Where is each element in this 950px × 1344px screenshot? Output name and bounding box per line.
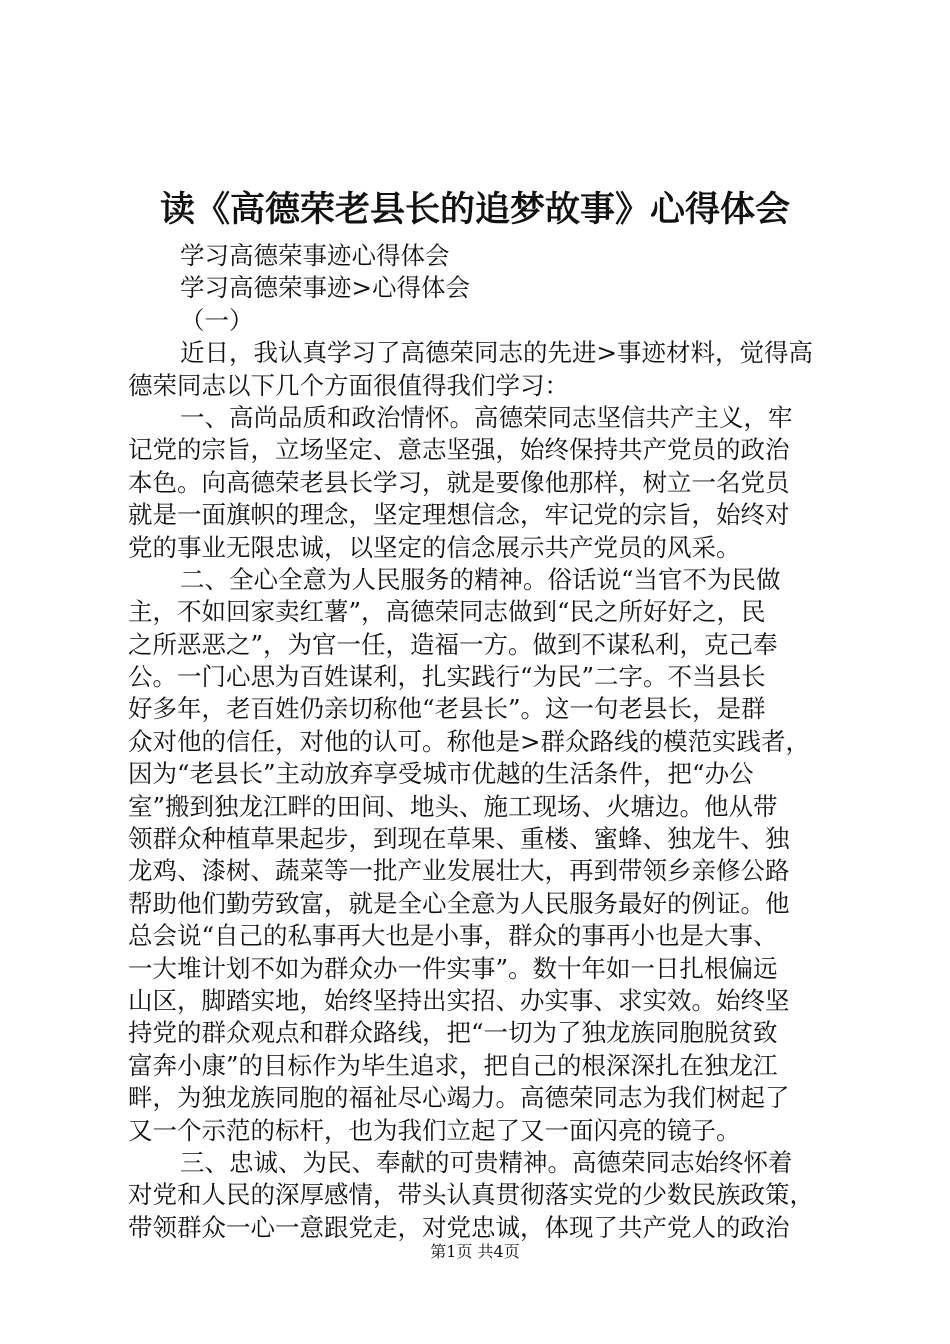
page-footer: 第1页 共4页 xyxy=(430,1242,520,1261)
text-line: 学习高德荣事迹心得体会 xyxy=(180,241,450,270)
text-line: 党的事业无限忠诚，以坚定的信念展示共产党员的风采。 xyxy=(128,532,741,562)
document-title: 读《高德荣老县长的追梦故事》心得体会 xyxy=(159,189,790,230)
text-line: 二、全心全意为人民服务的精神。俗话说“当官不为民做 xyxy=(180,564,781,594)
text-line: 好多年，老百姓仍亲切称他“老县长”。这一句老县长，是群 xyxy=(128,694,766,724)
text-line: 三、忠诚、为民、奉献的可贵精神。高德荣同志始终怀着 xyxy=(180,1147,793,1177)
text-line: 持党的群众观点和群众路线，把“一切为了独龙族同胞脱贫致 xyxy=(128,1018,778,1048)
text-line: 总会说“自己的私事再大也是小事，群众的事再小也是大事、 xyxy=(128,921,778,951)
text-line: 带领群众一心一意跟党走，对党忠诚，体现了共产党人的政治 xyxy=(128,1212,790,1242)
text-line: 学习高德荣事迹>心得体会 xyxy=(180,273,471,303)
document-body xyxy=(128,240,834,1244)
text-line: 富奔小康”的目标作为毕生追求，把自己的根深深扎在独龙江 xyxy=(128,1050,778,1080)
text-line: 主，不如回家卖红薯”，高德荣同志做到“民之所好好之，民 xyxy=(128,597,766,627)
text-line: 领群众种植草果起步，到现在草果、重楼、蜜蜂、独龙牛、独 xyxy=(128,824,790,854)
text-line: 本色。向高德荣老县长学习，就是要像他那样，树立一名党员 xyxy=(128,467,790,497)
text-line: 就是一面旗帜的理念，坚定理想信念，牢记党的宗旨，始终对 xyxy=(128,500,790,530)
text-line: （一） xyxy=(180,305,254,335)
text-line: 室”搬到独龙江畔的田间、地头、施工现场、火塘边。他从带 xyxy=(128,791,778,821)
text-line: 山区，脚踏实地，始终坚持出实招、办实事、求实效。始终坚 xyxy=(128,985,790,1015)
text-line: 记党的宗旨，立场坚定、意志坚强，始终保持共产党员的政治 xyxy=(128,435,790,465)
text-line: 畔，为独龙族同胞的福祉尽心竭力。高德荣同志为我们树起了 xyxy=(128,1083,790,1113)
text-line: 对党和人民的深厚感情，带头认真贯彻落实党的少数民族政策， xyxy=(128,1180,814,1210)
text-line: 一大堆计划不如为群众办一件实事”。数十年如一日扎根偏远 xyxy=(128,953,778,983)
text-line: 近日，我认真学习了高德荣同志的先进>事迹材料，觉得高 xyxy=(180,338,814,368)
text-line: 德荣同志以下几个方面很值得我们学习： xyxy=(128,370,569,400)
text-line: 因为“老县长”主动放弃享受城市优越的生活条件，把“办公 xyxy=(128,759,754,789)
text-line: 之所恶恶之”，为官一任，造福一方。做到不谋私利，克己奉 xyxy=(128,629,778,659)
text-line: 又一个示范的标杆，也为我们立起了又一面闪亮的镜子。 xyxy=(128,1115,741,1145)
text-line: 帮助他们勤劳致富，就是全心全意为人民服务最好的例证。他 xyxy=(128,888,790,918)
text-line: 众对他的信任，对他的认可。称他是>群众路线的模范实践者， xyxy=(128,726,811,756)
text-line: 龙鸡、漆树、蔬菜等一批产业发展壮大，再到带领乡亲修公路 xyxy=(128,856,790,886)
text-line: 一、高尚品质和政治情怀。高德荣同志坚信共产主义，牢 xyxy=(180,402,793,432)
text-line: 公。一门心思为百姓谋利，扎实践行“为民”二字。不当县长 xyxy=(128,662,766,692)
